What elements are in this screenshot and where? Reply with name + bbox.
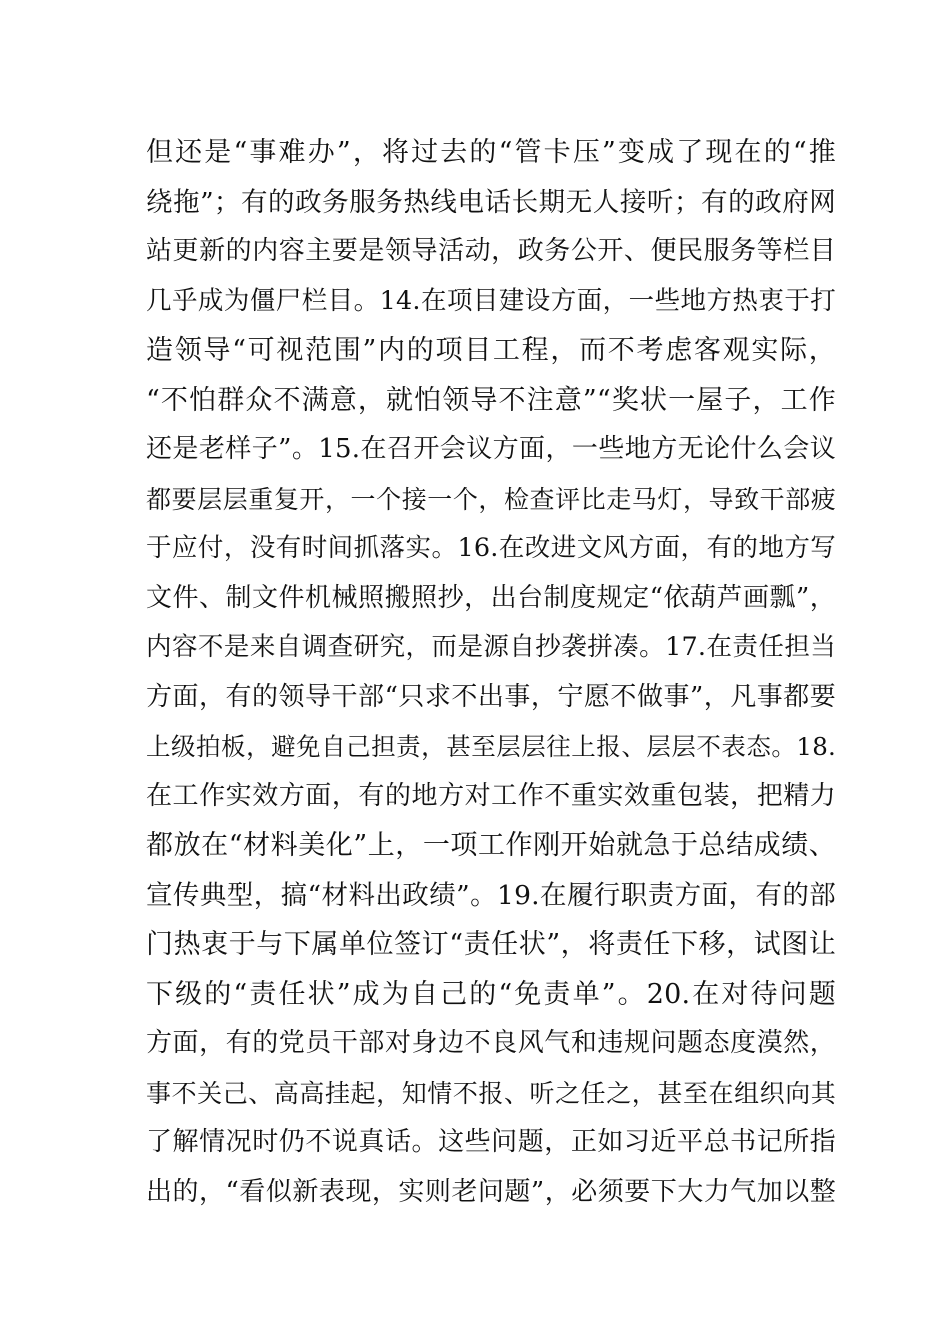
text-line: 几乎成为僵尸栏目。14.在项目建设方面，一些地方热衷于打 bbox=[146, 285, 836, 316]
text-line: 门热衷于与下属单位签订“责任状”，将责任下移，试图让 bbox=[146, 929, 836, 960]
text-line: 出的，“看似新表现，实则老问题”，必须要下大力气加以整 bbox=[146, 1176, 836, 1207]
text-line: 还是老样子”。15.在召开会议方面，一些地方无论什么会议 bbox=[146, 434, 836, 464]
text-line: 在工作实效方面，有的地方对工作不重实效重包装，把精力 bbox=[146, 780, 836, 811]
text-line: 方面，有的党员干部对身边不良风气和违规问题态度漠然， bbox=[146, 1028, 836, 1058]
text-line: 站更新的内容主要是领导活动，政务公开、便民服务等栏目 bbox=[146, 236, 836, 266]
text-line: 上级拍板，避免自己担责，甚至层层往上报、层层不表态。18. bbox=[146, 732, 836, 761]
text-line: 但还是“事难办”，将过去的“管卡压”变成了现在的“推 bbox=[146, 137, 836, 168]
text-line: 文件、制文件机械照搬照抄，出台制度规定“依葫芦画瓢”， bbox=[146, 582, 836, 613]
text-line: 于应付，没有时间抓落实。16.在改进文风方面，有的地方写 bbox=[146, 533, 836, 563]
body-text bbox=[146, 128, 836, 1217]
text-line: 都要层层重复开，一个接一个，检查评比走马灯，导致干部疲 bbox=[146, 484, 836, 514]
text-line: 绕拖”；有的政务服务热线电话长期无人接听；有的政府网 bbox=[146, 186, 836, 218]
text-line: 造领导“可视范围”内的项目工程，而不考虑客观实际， bbox=[146, 335, 836, 366]
text-line: 下级的“责任状”成为自己的“免责单”。20.在对待问题 bbox=[146, 978, 836, 1010]
text-line: 都放在“材料美化”上，一项工作刚开始就急于总结成绩、 bbox=[146, 830, 836, 861]
text-line: 事不关己、高高挂起，知情不报、听之任之，甚至在组织向其 bbox=[146, 1078, 836, 1108]
text-line: “不怕群众不满意，就怕领导不注意”“奖状一屋子，工作 bbox=[146, 384, 836, 416]
text-line: 宣传典型，搞“材料出政绩”。19.在履行职责方面，有的部 bbox=[146, 879, 836, 911]
text-line: 内容不是来自调查研究，而是源自抄袭拼凑。17.在责任担当 bbox=[146, 632, 836, 662]
text-line: 了解情况时仍不说真话。这些问题，正如习近平总书记所指 bbox=[146, 1127, 836, 1157]
text-line: 方面，有的领导干部“只求不出事，宁愿不做事”，凡事都要 bbox=[146, 681, 836, 712]
